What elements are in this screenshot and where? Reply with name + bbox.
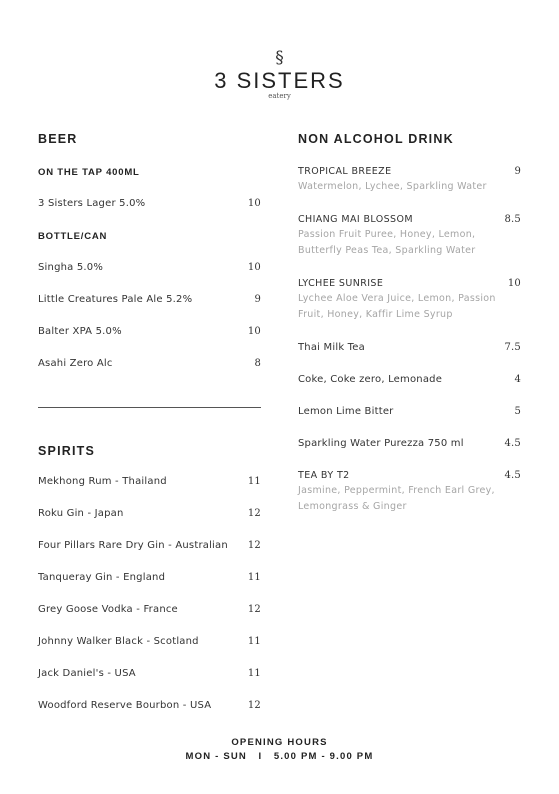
item-price: 10 xyxy=(247,262,261,273)
menu-item xyxy=(298,406,521,417)
item-name: 3 Sisters Lager 5.0% xyxy=(38,198,146,209)
menu-item xyxy=(298,214,521,259)
item-price: 4.5 xyxy=(504,438,521,449)
opening-hours-text: MON - SUN I 5.00 PM - 9.00 PM xyxy=(185,751,374,762)
item-name: Mekhong Rum - Thailand xyxy=(38,476,167,487)
logo xyxy=(0,50,559,100)
menu-item xyxy=(38,262,261,273)
item-price: 11 xyxy=(247,636,261,647)
item-price: 11 xyxy=(247,668,261,679)
item-name: Lemon Lime Bitter xyxy=(298,406,394,417)
item-price: 8.5 xyxy=(504,214,521,225)
item-name: Singha 5.0% xyxy=(38,262,104,273)
item-price: 5 xyxy=(514,406,521,417)
menu-item xyxy=(38,668,261,679)
item-price: 12 xyxy=(247,700,261,711)
item-name: TROPICAL BREEZE xyxy=(298,166,392,177)
item-price: 8 xyxy=(254,358,261,369)
item-description: Watermelon, Lychee, Sparkling Water xyxy=(298,181,487,192)
menu-item xyxy=(298,278,521,323)
item-price: 9 xyxy=(254,294,261,305)
item-description: Lychee Aloe Vera Juice, Lemon, Passion Fruit, Honey, Kaffir Lime Syrup xyxy=(298,293,496,320)
item-price: 12 xyxy=(247,540,261,551)
item-name: Woodford Reserve Bourbon - USA xyxy=(38,700,212,711)
item-price: 11 xyxy=(247,476,261,487)
menu-item xyxy=(298,166,521,195)
item-price: 4 xyxy=(514,374,521,385)
menu-item xyxy=(38,604,261,615)
item-name: Sparkling Water Purezza 750 ml xyxy=(298,438,464,449)
beer-heading: BEER xyxy=(38,132,78,146)
item-name: Thai Milk Tea xyxy=(298,342,365,353)
menu-item xyxy=(38,326,261,337)
item-price: 4.5 xyxy=(504,470,521,481)
menu-item xyxy=(38,572,261,583)
item-name: Balter XPA 5.0% xyxy=(38,326,122,337)
menu-item xyxy=(38,540,261,551)
logo-mark-icon: § xyxy=(275,48,284,68)
item-name: Four Pillars Rare Dry Gin - Australian xyxy=(38,540,228,551)
menu-item xyxy=(38,198,261,209)
item-price: 9 xyxy=(514,166,521,177)
opening-hours-title: OPENING HOURS xyxy=(231,737,328,748)
non-alcohol-heading: NON ALCOHOL DRINK xyxy=(298,132,454,146)
menu-item xyxy=(38,636,261,647)
tap-subheading: ON THE TAP 400ML xyxy=(38,167,140,178)
item-description: Passion Fruit Puree, Honey, Lemon, Butterfly Peas Tea, Sparkling Water xyxy=(298,229,476,256)
item-name: Tanqueray Gin - England xyxy=(38,572,166,583)
menu-item xyxy=(38,508,261,519)
item-price: 11 xyxy=(247,572,261,583)
menu-item xyxy=(298,470,521,515)
menu-item xyxy=(38,358,261,369)
spirits-heading: SPIRITS xyxy=(38,444,96,458)
item-price: 12 xyxy=(247,604,261,615)
menu-item xyxy=(298,438,521,449)
item-name: LYCHEE SUNRISE xyxy=(298,278,384,289)
item-name: Coke, Coke zero, Lemonade xyxy=(298,374,443,385)
item-price: 10 xyxy=(507,278,521,289)
menu-item xyxy=(298,342,521,353)
menu-item xyxy=(38,476,261,487)
item-name: Roku Gin - Japan xyxy=(38,508,124,519)
section-divider xyxy=(38,407,261,408)
restaurant-name: 3 SISTERS xyxy=(214,68,345,93)
restaurant-subtitle: eatery xyxy=(268,92,291,100)
item-name: Grey Goose Vodka - France xyxy=(38,604,178,615)
item-price: 10 xyxy=(247,198,261,209)
item-price: 10 xyxy=(247,326,261,337)
item-description: Jasmine, Peppermint, French Earl Grey, Lemongrass & Ginger xyxy=(298,485,495,512)
menu-item xyxy=(38,700,261,711)
item-name: CHIANG MAI BLOSSOM xyxy=(298,214,413,225)
menu-item xyxy=(38,294,261,305)
item-name: Johnny Walker Black - Scotland xyxy=(38,636,199,647)
item-price: 7.5 xyxy=(504,342,521,353)
item-price: 12 xyxy=(247,508,261,519)
item-name: Jack Daniel's - USA xyxy=(38,668,136,679)
item-name: TEA BY T2 xyxy=(298,470,350,481)
bottle-subheading: BOTTLE/CAN xyxy=(38,231,108,242)
menu-item xyxy=(298,374,521,385)
item-name: Little Creatures Pale Ale 5.2% xyxy=(38,294,193,305)
item-name: Asahi Zero Alc xyxy=(38,358,113,369)
